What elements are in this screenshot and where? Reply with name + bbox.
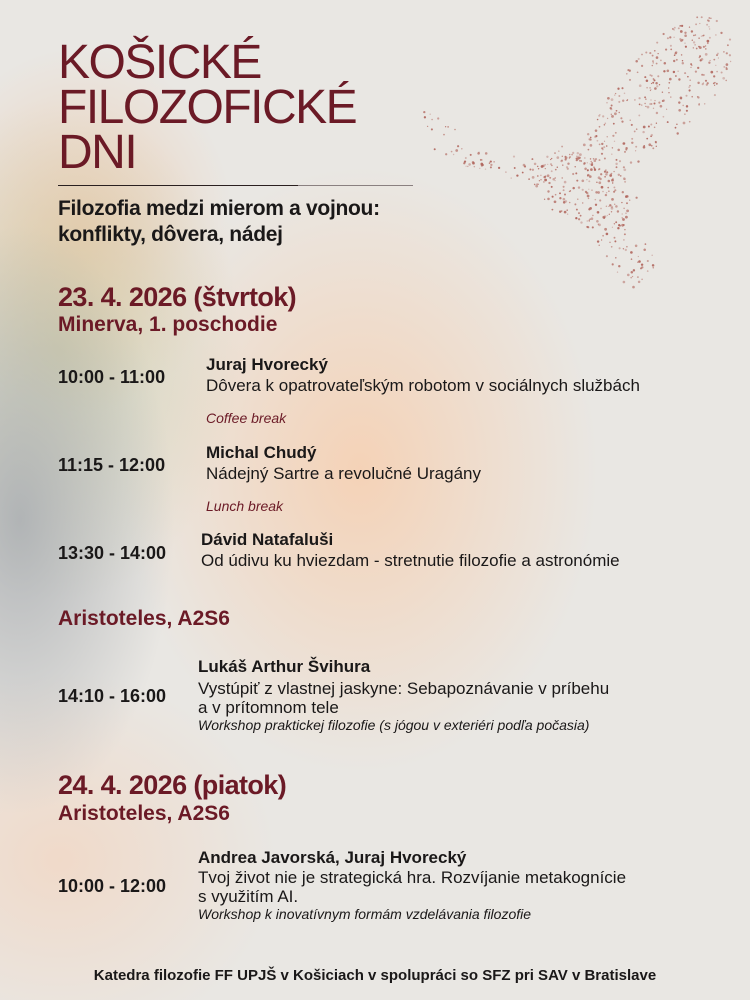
subtitle-line-1: Filozofia medzi mierom a vojnou:	[58, 197, 380, 220]
workshop1-note: Workshop praktickej filozofie (s jógou v exteriéri podľa počasia)	[198, 717, 590, 733]
title-line-2: FILOZOFICKÉ	[58, 81, 357, 134]
dove-body	[531, 156, 637, 229]
session2-speaker: Michal Chudý	[206, 443, 317, 462]
session3-talk: Od údivu ku hviezdam - stretnutie filozofie a astronómie	[201, 551, 620, 570]
subtitle-line-2: konflikty, dôvera, nádej	[58, 223, 283, 246]
session2-talk: Nádejný Sartre a revolučné Uragány	[206, 464, 481, 483]
workshop1-time: 14:10 - 16:00	[58, 686, 167, 706]
day2-venue: Aristoteles, A2S6	[58, 802, 230, 825]
dove-head	[554, 146, 579, 165]
event-subtitle	[58, 196, 380, 248]
title-line-1: KOŠICKÉ	[58, 36, 261, 89]
session3-speaker: Dávid Natafaluši	[201, 530, 334, 549]
coffee-break: Coffee break	[206, 410, 287, 426]
footer-organizer: Katedra filozofie FF UPJŠ v Košiciach v spolupráci so SFZ pri SAV v Bratislave	[93, 967, 657, 984]
dove-left-wing-tip	[423, 111, 456, 135]
event-title	[58, 36, 357, 179]
day1-date: 23. 4. 2026 (štvrtok)	[58, 282, 297, 312]
dove-tail	[597, 223, 654, 288]
session1-time: 10:00 - 11:00	[58, 367, 166, 387]
session1-speaker: Juraj Hvorecký	[206, 355, 328, 374]
workshop2-talk-line-1: Tvoj život nie je strategická hra. Rozvíjanie metakognície	[198, 868, 627, 887]
workshop2-talk-line-2: s využitím AI.	[198, 887, 299, 906]
title-line-3: DNI	[58, 126, 137, 179]
dove-lower-wing	[434, 145, 532, 180]
session3-time: 13:30 - 14:00	[58, 543, 167, 563]
lunch-break: Lunch break	[206, 498, 284, 514]
session2-time: 11:15 - 12:00	[58, 455, 166, 475]
dove-upper-wing	[577, 16, 731, 178]
workshop2-note: Workshop k inovatívnym formám vzdelávania filozofie	[198, 906, 532, 922]
day1-venue2: Aristoteles, A2S6	[58, 607, 230, 630]
title-divider-light	[298, 185, 413, 186]
dove-illustration	[400, 8, 745, 308]
workshop1-talk-line-2: a v prítomnom tele	[198, 698, 339, 717]
day2-date: 24. 4. 2026 (piatok)	[58, 770, 287, 800]
workshop2-speaker: Andrea Javorská, Juraj Hvorecký	[198, 848, 467, 867]
workshop1-talk-line-1: Vystúpiť z vlastnej jaskyne: Sebapoznávanie v príbehu	[198, 679, 610, 698]
session1-talk: Dôvera k opatrovateľským robotom v sociálnych službách	[206, 376, 640, 395]
workshop2-time: 10:00 - 12:00	[58, 876, 167, 896]
workshop1-speaker: Lukáš Arthur Švihura	[198, 657, 371, 676]
day1-venue: Minerva, 1. poschodie	[58, 313, 278, 336]
